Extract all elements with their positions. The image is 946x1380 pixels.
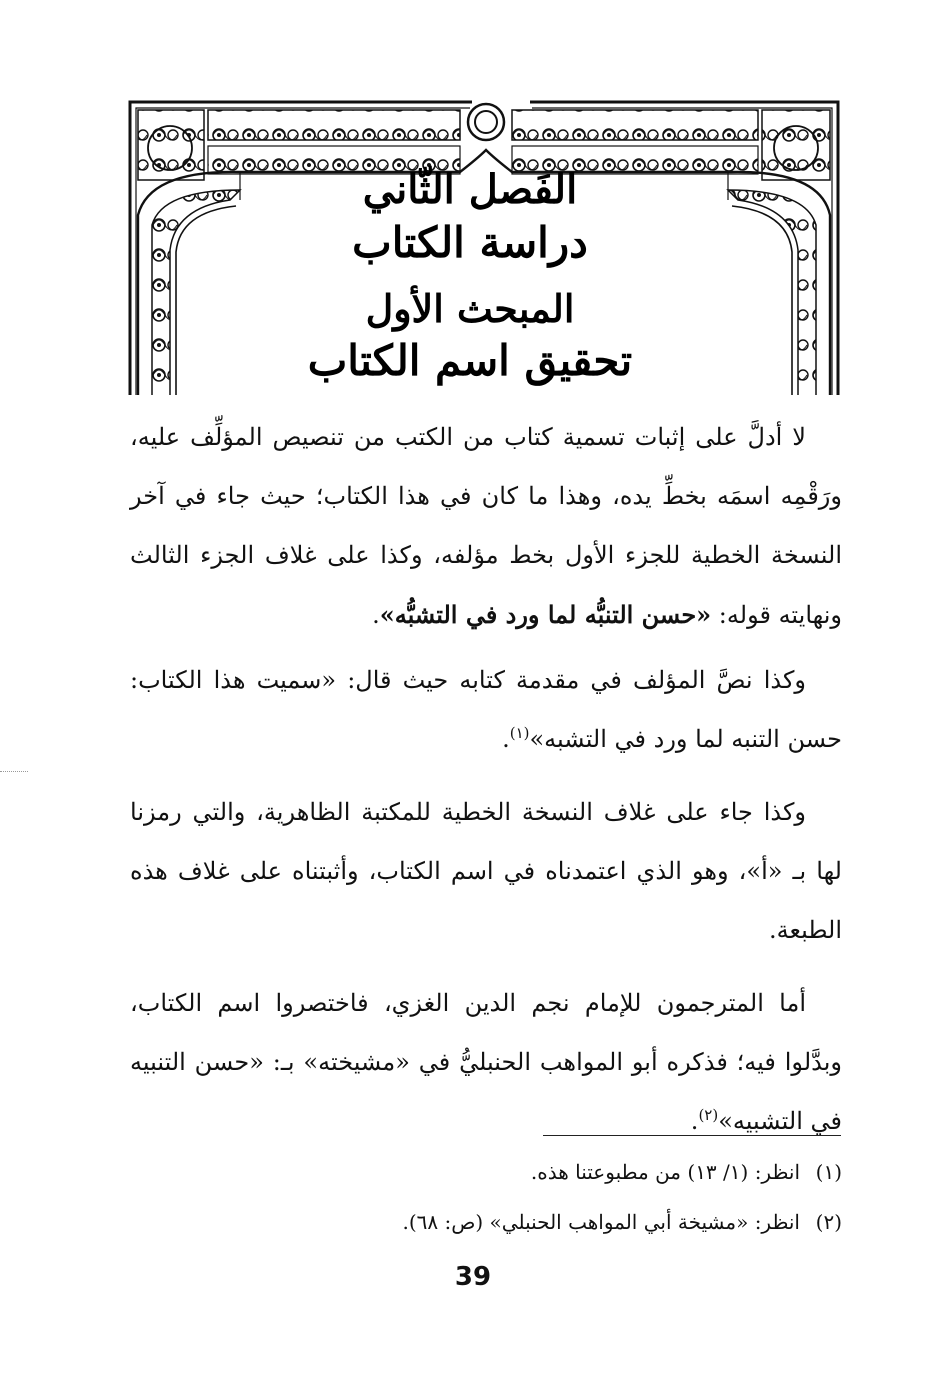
paragraph-2 — [130, 651, 842, 769]
chapter-heading-block — [230, 168, 710, 384]
paragraph-2-text: وكذا نصَّ المؤلف في مقدمة كتابه حيث قال: «سميت هذا الكتاب: حسن التنبه لما ورد في التشبه» — [130, 666, 842, 753]
paragraph-4-end: . — [690, 1107, 699, 1135]
paragraph-1-text: لا أدلَّ على إثبات تسمية كتاب من الكتب من تنصيص المؤلِّف عليه، ورَقْمِه اسمَه بخطِّ يده، وهذا ما كان في هذا الكتاب؛ حيث جاء في آخر النسخة الخطية للجزء الأول بخط مؤلفه، وكذا على غلاف الجزء الثالث ونهايته قوله: — [130, 423, 842, 629]
footnote-ref-1[interactable]: (١) — [509, 724, 530, 742]
paragraph-2-end: . — [502, 725, 510, 753]
paragraph-4 — [130, 974, 842, 1151]
footnote-2 — [300, 1202, 842, 1252]
footnote-1-number: (١) — [815, 1160, 842, 1184]
footnote-ref-2[interactable]: (٢) — [698, 1106, 719, 1124]
paragraph-4-text: أما المترجمون للإمام نجم الدين الغزي، فاختصروا اسم الكتاب، وبدَّلوا فيه؛ فذكره أبو المواهب الحنبليُّ في «مشيخته» بـ: «حسن التنبيه في التشبيه» — [130, 989, 842, 1135]
footnote-2-number: (٢) — [815, 1210, 842, 1234]
page-number: 39 — [454, 1262, 492, 1292]
paragraph-1-end: . — [372, 601, 380, 629]
footnote-separator — [543, 1135, 841, 1136]
paragraph-1 — [130, 408, 842, 645]
paragraph-3: وكذا جاء على غلاف النسخة الخطية للمكتبة الظاهرية، والتي رمزنا لها بـ «أ»، وهو الذي اعتمدناه في اسم الكتاب، وأثبتناه على غلاف هذه الطبعة. — [130, 798, 842, 944]
section-title: المبحث الأول — [365, 286, 575, 332]
study-title: دراسة الكتاب — [352, 218, 588, 267]
body-text — [130, 408, 842, 1151]
footnote-2-text: انظر: «مشيخة أبي المواهب الحنبلي» (ص: ٦٨). — [402, 1210, 800, 1234]
chapter-title: الفَصل الثّاني — [362, 166, 578, 213]
scan-speck — [0, 771, 28, 772]
footnotes — [300, 1152, 842, 1252]
topic-title: تحقيق اسم الكتاب — [307, 335, 633, 385]
footnote-1-text: انظر: (١/ ١٣) من مطبوعتنا هذه. — [530, 1160, 800, 1184]
footnote-1 — [300, 1152, 842, 1202]
book-title-quote: «حسن التنبُّه لما ورد في التشبُّه» — [379, 600, 712, 629]
